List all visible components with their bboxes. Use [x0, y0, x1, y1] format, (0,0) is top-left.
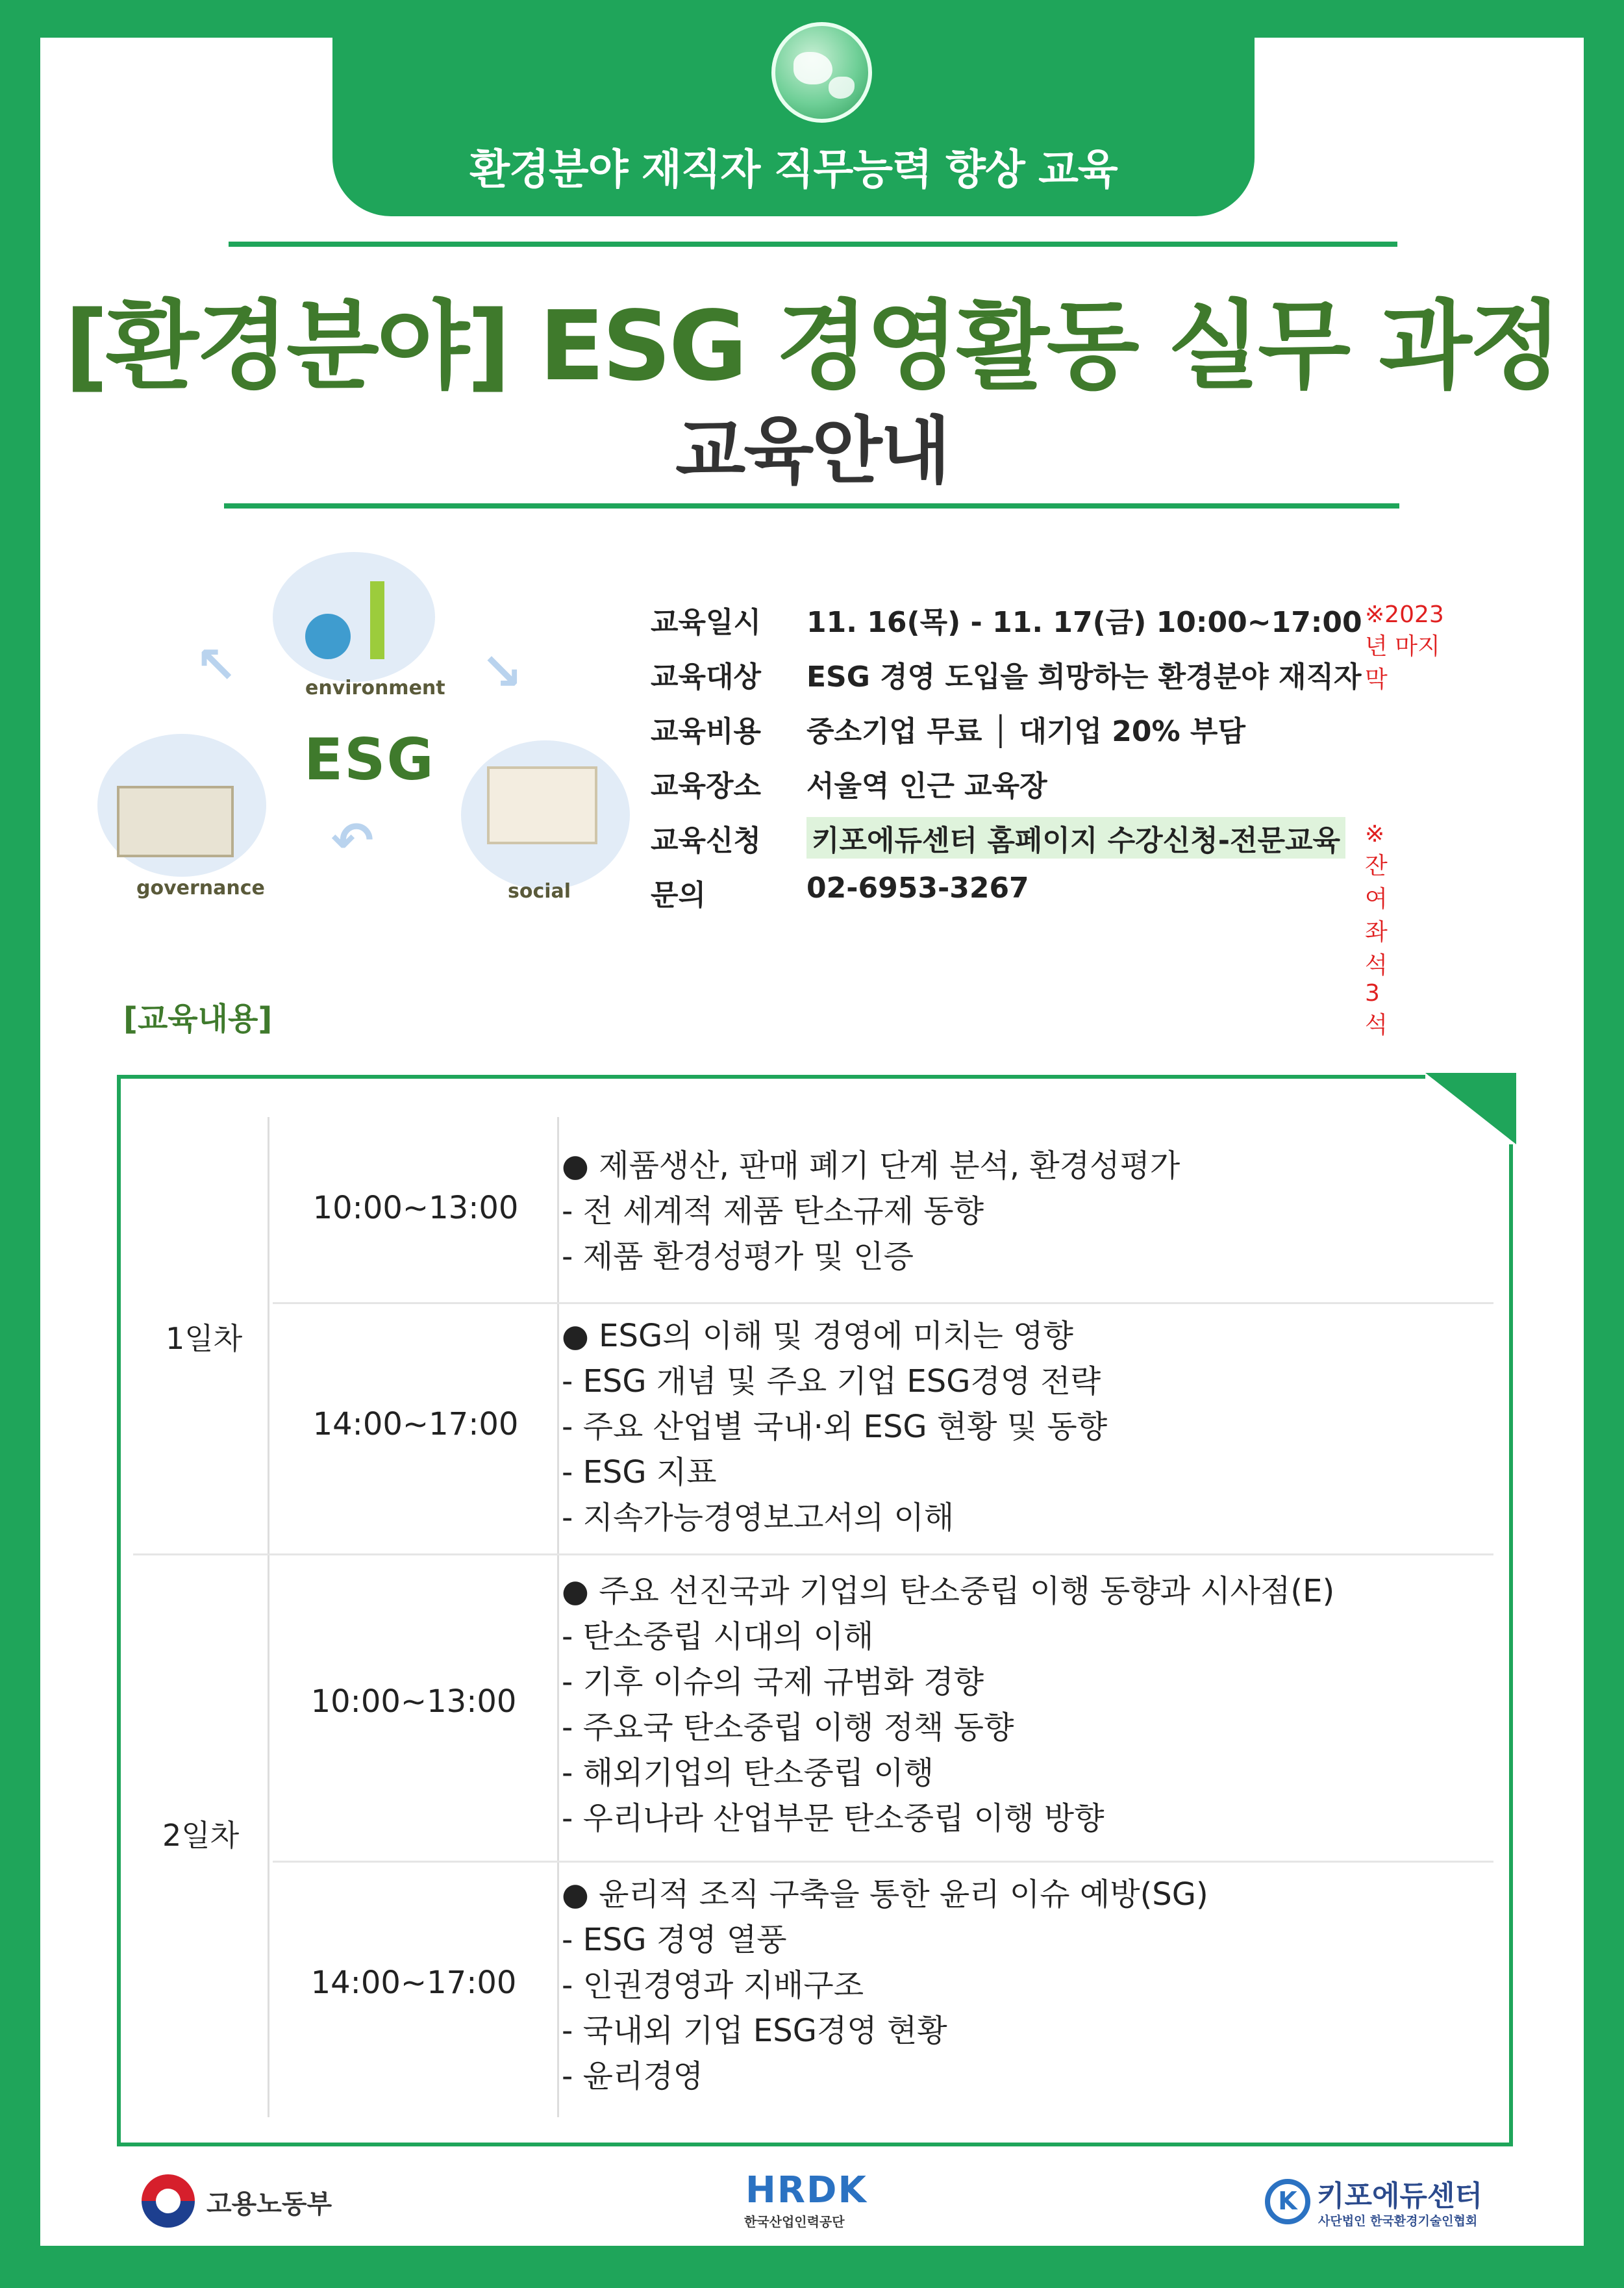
session-item: - 주요국 탄소중립 이행 정책 동향 [562, 1709, 1014, 1746]
page-subtitle: 교육안내 [675, 409, 949, 494]
session-time: 10:00~13:00 [310, 1683, 517, 1720]
session-item: - ESG 지표 [562, 1454, 717, 1490]
contact-phone[interactable]: 02-6953-3267 [806, 872, 1029, 905]
session-block [562, 1872, 1208, 2099]
session-item: - 인권경영과 지배구조 [562, 1967, 864, 2004]
kipo-logo-icon [1265, 2179, 1310, 2224]
session-item: - 국내외 기업 ESG경영 현황 [562, 2013, 947, 2049]
moel-logo-text: 고용노동부 [206, 2189, 332, 2219]
esg-center-label: ESG [304, 726, 435, 793]
hrdk-logo: HRDK [745, 2169, 868, 2211]
session-title: ● 제품생산, 판매 폐기 단계 분석, 환경성평가 [562, 1148, 1181, 1184]
bank-icon [117, 786, 234, 857]
kipo-logo-subtext: 사단법인 한국환경기술인협회 [1318, 2214, 1478, 2228]
globe-icon [771, 22, 872, 123]
title-bottom-rule [224, 503, 1399, 509]
moel-logo-icon [142, 2174, 195, 2228]
page-fold-corner [1425, 1073, 1516, 1144]
row-divider [273, 1302, 1493, 1304]
session-block [562, 1313, 1107, 1540]
document-icon [487, 766, 597, 844]
page-title: [환경분야] ESG 경영활동 실무 과정 [64, 290, 1560, 402]
session-item: - 탄소중립 시대의 이해 [562, 1618, 874, 1655]
last-session-note: ※2023년 마지막 [1365, 601, 1444, 693]
program-label: 환경분야 재직자 직무능력 향상 교육 [469, 146, 1118, 194]
column-divider [268, 1117, 269, 2117]
session-time: 14:00~17:00 [310, 1965, 517, 2001]
session-item: - ESG 경영 열풍 [562, 1922, 787, 1958]
kipo-logo-text: 키포에듀센터 [1317, 2180, 1483, 2213]
session-item: - 제품 환경성평가 및 인증 [562, 1238, 914, 1275]
cycle-arrow-icon: ↶ [331, 812, 374, 870]
esg-illustration [97, 552, 630, 916]
session-item: - 기후 이슈의 국제 규범화 경향 [562, 1664, 984, 1700]
apply-link[interactable]: 키포에듀센터 홈페이지 수강신청-전문교육 [806, 817, 1345, 859]
session-block [562, 1568, 1334, 1841]
cycle-arrow-icon: ↘ [481, 643, 523, 701]
session-item: - 주요 산업별 국내·외 ESG 현황 및 동향 [562, 1409, 1108, 1445]
remaining-seats-note: ※ 잔여좌석 3석 [1365, 821, 1388, 1038]
earth-icon [305, 614, 351, 659]
column-divider [557, 1117, 559, 2117]
day-1-label: 1일차 [166, 1321, 243, 1356]
session-title: ● 주요 선진국과 기업의 탄소중립 이행 동향과 시사점(E) [562, 1573, 1335, 1609]
environment-gear-icon [273, 552, 435, 682]
social-label: social [508, 880, 571, 903]
factory-icon [370, 581, 384, 659]
session-title: ● 윤리적 조직 구축을 통한 윤리 이슈 예방(SG) [562, 1876, 1208, 1913]
session-item: - 윤리경영 [562, 2058, 704, 2094]
session-block [562, 1143, 1180, 1279]
session-time: 14:00~17:00 [312, 1406, 519, 1442]
title-top-rule [229, 242, 1397, 247]
governance-label: governance [136, 877, 265, 899]
session-item: - 전 세계적 제품 탄소규제 동향 [562, 1193, 984, 1229]
hrdk-logo-subtext: 한국산업인력공단 [744, 2214, 845, 2230]
session-item: - 해외기업의 탄소중립 이행 [562, 1755, 934, 1791]
row-divider [133, 1553, 1493, 1555]
session-item: - 지속가능경영보고서의 이해 [562, 1500, 955, 1536]
session-item: - 우리나라 산업부문 탄소중립 이행 방향 [562, 1800, 1105, 1837]
session-title: ● ESG의 이해 및 경영에 미치는 영향 [562, 1318, 1073, 1354]
row-divider [273, 1861, 1493, 1863]
session-item: - ESG 개념 및 주요 기업 ESG경영 전략 [562, 1363, 1101, 1400]
session-time: 10:00~13:00 [312, 1190, 519, 1226]
content-section-label: [교육내용] [123, 1001, 273, 1037]
cycle-arrow-icon: ↖ [195, 636, 238, 695]
environment-label: environment [305, 677, 445, 699]
day-2-label: 2일차 [162, 1818, 240, 1853]
